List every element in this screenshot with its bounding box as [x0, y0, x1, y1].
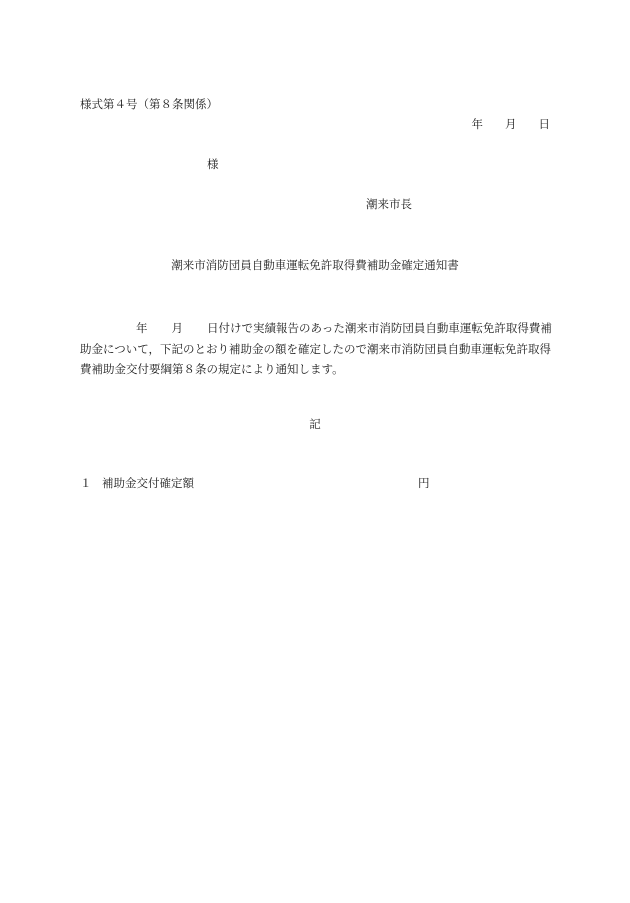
- addressee-honorific: 様: [207, 157, 219, 171]
- body-text: 日付けで実績報告のあった潮来市消防団員自動車運転免許取得費補助金について，下記のとおり補助金の額を確定したので潮来市消防団員自動車運転免許取得費補助金交付要綱第８条の規定により通知します。: [80, 321, 552, 376]
- body-month: 月: [171, 321, 183, 335]
- item-unit: 円: [418, 476, 430, 490]
- issuer-name: 潮来市長: [366, 197, 412, 211]
- item-number: １: [80, 476, 92, 490]
- ki-heading: 記: [309, 417, 321, 431]
- date-day: 日: [538, 117, 550, 131]
- date-line: [472, 119, 551, 131]
- form-number: 様式第４号（第８条関係）: [80, 97, 218, 111]
- list-item: [80, 478, 440, 490]
- body-paragraph: [80, 318, 554, 380]
- item-label: 補助金交付確定額: [102, 476, 194, 490]
- date-year: 年: [471, 117, 483, 131]
- body-year: 年: [136, 321, 148, 335]
- date-month: 月: [505, 117, 517, 131]
- document-title: 潮来市消防団員自動車運転免許取得費補助金確定通知書: [171, 258, 459, 272]
